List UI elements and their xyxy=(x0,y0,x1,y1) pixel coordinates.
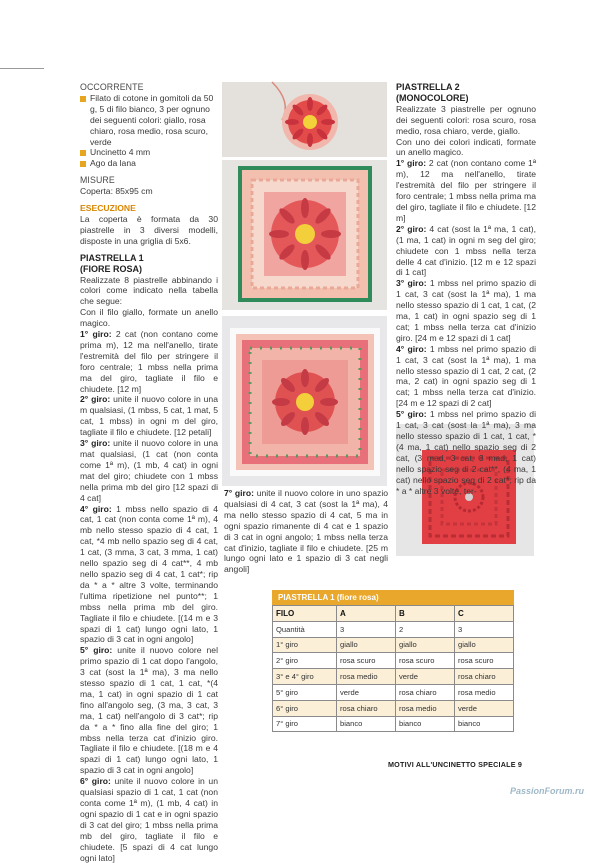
watermark: PassionForum.ru xyxy=(509,786,584,796)
table-cell: Quantità xyxy=(273,621,337,637)
round-paragraph xyxy=(80,438,218,503)
round-label: 3° giro: xyxy=(80,438,111,449)
table-cell: rosa scuro xyxy=(337,653,396,669)
round-text: unite il nuovo colore in uno spazio qualsiasi di 4 cat, 3 cat (sost la 1ª ma), 4 ma nello stesso spazio di 4 cat, 5 ma in ogni spazio rimanente di 4 cat e 1 spazio di 3 cat in ogni angolo; 1 mbss nella terza cat d'inizio, tagliate il filo e chiudete. [25 m lungo ogni lato e 1 spazio di 3 cat negli angoli] xyxy=(224,488,389,575)
round-text: 2 cat (non contano come 1ª m), 12 ma nell'anello, tirate l'estremità del filo per stringere il foro centrale; 1 mbss nella prima ma del giro, tagliate il filo e chiudete. [12 m] xyxy=(396,158,536,223)
materials-list xyxy=(80,93,218,169)
table-row xyxy=(273,716,514,732)
table-cell: 3 xyxy=(455,621,514,637)
round-label: 5° giro: xyxy=(80,645,113,656)
round-text: 1 mbss nel primo spazio di 1 cat, 3 cat (sost la 1ª ma), 1 ma nello stesso spazio di 1 cat, 2 cat, (2 ma, 2 cat) in ogni spazio seg di 1 cat; 1 mbss nella terza cat d'inizio. [24 m e 12 spazi di 2 cat] xyxy=(396,343,536,409)
table-cell: bianco xyxy=(455,716,514,732)
round-text: unite il nuovo colore nel primo spazio di 1 cat dopo l'angolo, 3 cat (sost la 1ª ma), 3 ma nello stesso spazio di 1 cat, 1 cat, *(4 ma, 1 cat) in ogni spazio di 1 cat fino all'angolo seg, (3 ma, 3 cat, 3 ma, 1 cat) nell'angolo di 3 cat*; rip da * a * fino alla fine del giro; 1 mbss nella terza cat d'inizio giro. Tagliate il filo e chiudete. [(18 m e 4 spazi di 1 cat) lungo ogni lato, 1 spazio di 3 cat in ogni angolo] xyxy=(80,645,219,776)
round-paragraph xyxy=(396,278,536,343)
table-cell: rosa scuro xyxy=(455,653,514,669)
footer-magazine-title: MOTIVI ALL'UNCINETTO SPECIALE xyxy=(388,760,516,769)
round-text: 1 mbss nel primo spazio di 1 cat, 3 cat (sost la 1ª ma), 1 ma nello stesso spazio di 1 cat, 1 cat, (2 ma, 1 cat) in ogni spazio seg di 1 cat; 1 mbss nella terza cat d'inizio giro. [24 m e 12 spazi di 1 cat] xyxy=(396,278,536,343)
material-item: Filato di cotone in gomitoli da 50 g, 5 di filo bianco, 3 per ognuno dei seguenti colori: giallo, rosa chiaro, rosa medio, rosa scuro, verde xyxy=(80,93,218,148)
round-paragraph xyxy=(80,645,218,776)
table-cell: giallo xyxy=(396,637,455,653)
color-table xyxy=(272,590,514,732)
table-caption: PIASTRELLA 1 (fiore rosa) xyxy=(272,590,514,605)
piastrella2-subtitle: (MONOCOLORE) xyxy=(396,92,469,103)
table-cell: rosa chiaro xyxy=(455,669,514,685)
table-header-cell: A xyxy=(337,606,396,622)
table-cell: rosa medio xyxy=(455,684,514,700)
table-header-cell: C xyxy=(455,606,514,622)
square-green-photo xyxy=(222,160,387,310)
table-cell: 3 xyxy=(337,621,396,637)
flower-photo xyxy=(222,82,387,157)
square-white-photo xyxy=(222,316,387,486)
misure-value: Coperta: 85x95 cm xyxy=(80,186,153,197)
round-text: unite il nuovo colore in un qualsiasi spazio di 1 cat, 1 cat (non conta come 1ª m), (1 mb, 4 cat) in ogni spazio di 1 cat e in ogni spazio di 3 cat del giro; 1 mbss nella prima mb del giro, tagliate il filo e chiudete. [5 spazi di 4 cat lungo ogni lato] xyxy=(80,776,218,863)
occorrente-title: OCCORRENTE xyxy=(80,82,144,92)
material-item: Ago da lana xyxy=(80,158,218,169)
table-cell: 6° giro xyxy=(273,700,337,716)
page-footer xyxy=(388,760,522,769)
round-paragraph xyxy=(396,344,536,409)
table-cell: verde xyxy=(455,700,514,716)
table-row xyxy=(273,700,514,716)
round-label: 4° giro: xyxy=(396,343,427,354)
table-cell: bianco xyxy=(396,716,455,732)
round-text: 4 cat (sost la 1ª ma, 1 cat), (1 ma, 1 cat) in ogni m seg del giro; chiudete con 1 mbss nella terza delle 4 cat d'inizio. [12 m e 12 spazi di 1 cat] xyxy=(396,223,537,278)
table-header-cell: B xyxy=(396,606,455,622)
round-label: 5° giro: xyxy=(396,409,427,420)
top-rule xyxy=(0,68,44,69)
round-paragraph xyxy=(396,409,536,496)
round-text: 2 cat (non contano come prima m), 12 ma nell'anello, tirate l'estremità del filo per stringere il foro centrale; 1 mbss nella prima ma del giro, tagliate il filo e chiudete. [12 m] xyxy=(80,329,218,394)
round-text: unite il nuovo colore in una mat qualsiasi, (1 cat (non conta come 1ª m), (1 mb, 4 cat) in ogni mat del giro; chiudete con 1 mbss nella prima mb del giro [12 spazi di 4 cat] xyxy=(80,438,218,503)
round-text: 1 mbss nello spazio di 4 cat, 1 cat (non conta come 1ª m), 4 mb nello stesso spazio di 4 cat, 1 cat, *4 mb nello spazio seg di 4 cat, 1 cat, (3 mma, 3 cat, 3 mma, 1 cat) nello spazio seg di 4 cat**, 4 mb nello spazio seg di 4 cat, 1 cat*; rip da * a * altre 3 volte, terminando l'ultima ripetizione nel punto**; 1 mbss nella prima mb del giro. Tagliate il filo e chiudete. [(14 m e 3 spazi di 1 cat) lungo ogni lato, 1 spazio di 3 cat in ogni angolo] xyxy=(80,503,218,645)
round-label: 2° giro: xyxy=(80,394,111,405)
table-cell: 2 xyxy=(396,621,455,637)
table-cell: 1° giro xyxy=(273,637,337,653)
esecuzione-text: La coperta è formata da 30 piastrelle in 3 diversi modelli, disposte in una griglia di 5x6. xyxy=(80,213,218,246)
piastrella1-start: Con il filo giallo, formate un anello magico. xyxy=(80,307,218,329)
round-label: 1° giro: xyxy=(80,329,112,340)
round-paragraph xyxy=(80,504,218,646)
round-paragraph xyxy=(80,394,218,438)
esecuzione-title: ESECUZIONE xyxy=(80,203,136,214)
table-cell: verde xyxy=(337,684,396,700)
table-cell: rosa medio xyxy=(337,669,396,685)
round-text: unite il nuovo colore in una m qualsiasi, (1 mbss, 5 cat, 1 mat, 5 cat, 1 mbss) in ogni m del giro, tagliate il filo e chiudete. [12 petali] xyxy=(80,394,218,438)
table-cell: giallo xyxy=(337,637,396,653)
piastrella2-start: Con uno dei colori indicati, formate un anello magico. xyxy=(396,136,536,158)
piastrella1-subtitle: (FIORE ROSA) xyxy=(80,263,142,274)
round-paragraph xyxy=(80,776,218,863)
table-row xyxy=(273,669,514,685)
material-item: Uncinetto 4 mm xyxy=(80,147,218,158)
round-label: 1° giro: xyxy=(396,158,427,169)
table-cell: bianco xyxy=(337,716,396,732)
round-label: 7° giro: xyxy=(224,488,255,498)
right-column xyxy=(396,82,536,496)
round-label: 2° giro: xyxy=(396,223,427,234)
piastrella1-title: PIASTRELLA 1 xyxy=(80,252,144,263)
round-paragraph xyxy=(396,158,536,223)
round-paragraph xyxy=(80,329,218,394)
table-cell: rosa chiaro xyxy=(337,700,396,716)
table-header-cell: FILO xyxy=(273,606,337,622)
round-label: 3° giro: xyxy=(396,278,427,289)
round-paragraph xyxy=(396,224,536,279)
table-row xyxy=(273,621,514,637)
table-cell: rosa medio xyxy=(396,700,455,716)
table-cell: 2° giro xyxy=(273,653,337,669)
table-row xyxy=(273,653,514,669)
table-cell: 7° giro xyxy=(273,716,337,732)
piastrella1-intro: Realizzate 8 piastrelle abbinando i colori come indicato nella tabella che segue: xyxy=(80,274,218,307)
table-cell: 5° giro xyxy=(273,684,337,700)
left-column xyxy=(80,82,218,863)
round-label: 6° giro: xyxy=(80,776,111,787)
table-cell: giallo xyxy=(455,637,514,653)
table-header-row xyxy=(273,606,514,622)
round-label: 4° giro: xyxy=(80,503,112,514)
round-text: 1 mbss nel primo spazio di 1 cat, 3 cat (sost la 1ª ma), 3 ma nello stesso spazio di 1 cat, 1 cat, *(4 ma, 1 cat) nello spazio seg di 2 cat, (3 mad, 3 cat, 3 mad, 1 cat) nello spazio seg di 2 cat**, (4 ma, 1 cat) nello spazio seg di 2 cat*; rip da * a * altre 3 volte, ter- xyxy=(396,409,536,496)
table-cell: 3° e 4° giro xyxy=(273,669,337,685)
piastrella2-title: PIASTRELLA 2 xyxy=(396,82,460,92)
misure-title: MISURE xyxy=(80,175,115,186)
piastrella2-intro: Realizzate 3 piastrelle per ognuno dei seguenti colori: rosa scuro, rosa medio, rosa chiaro, verde, giallo. xyxy=(396,103,536,136)
table-cell: rosa chiaro xyxy=(396,684,455,700)
table-row xyxy=(273,684,514,700)
page-number: 9 xyxy=(517,760,523,769)
table-cell: verde xyxy=(396,669,455,685)
table-cell: rosa scuro xyxy=(396,653,455,669)
round7-paragraph xyxy=(224,488,388,575)
table-row xyxy=(273,637,514,653)
